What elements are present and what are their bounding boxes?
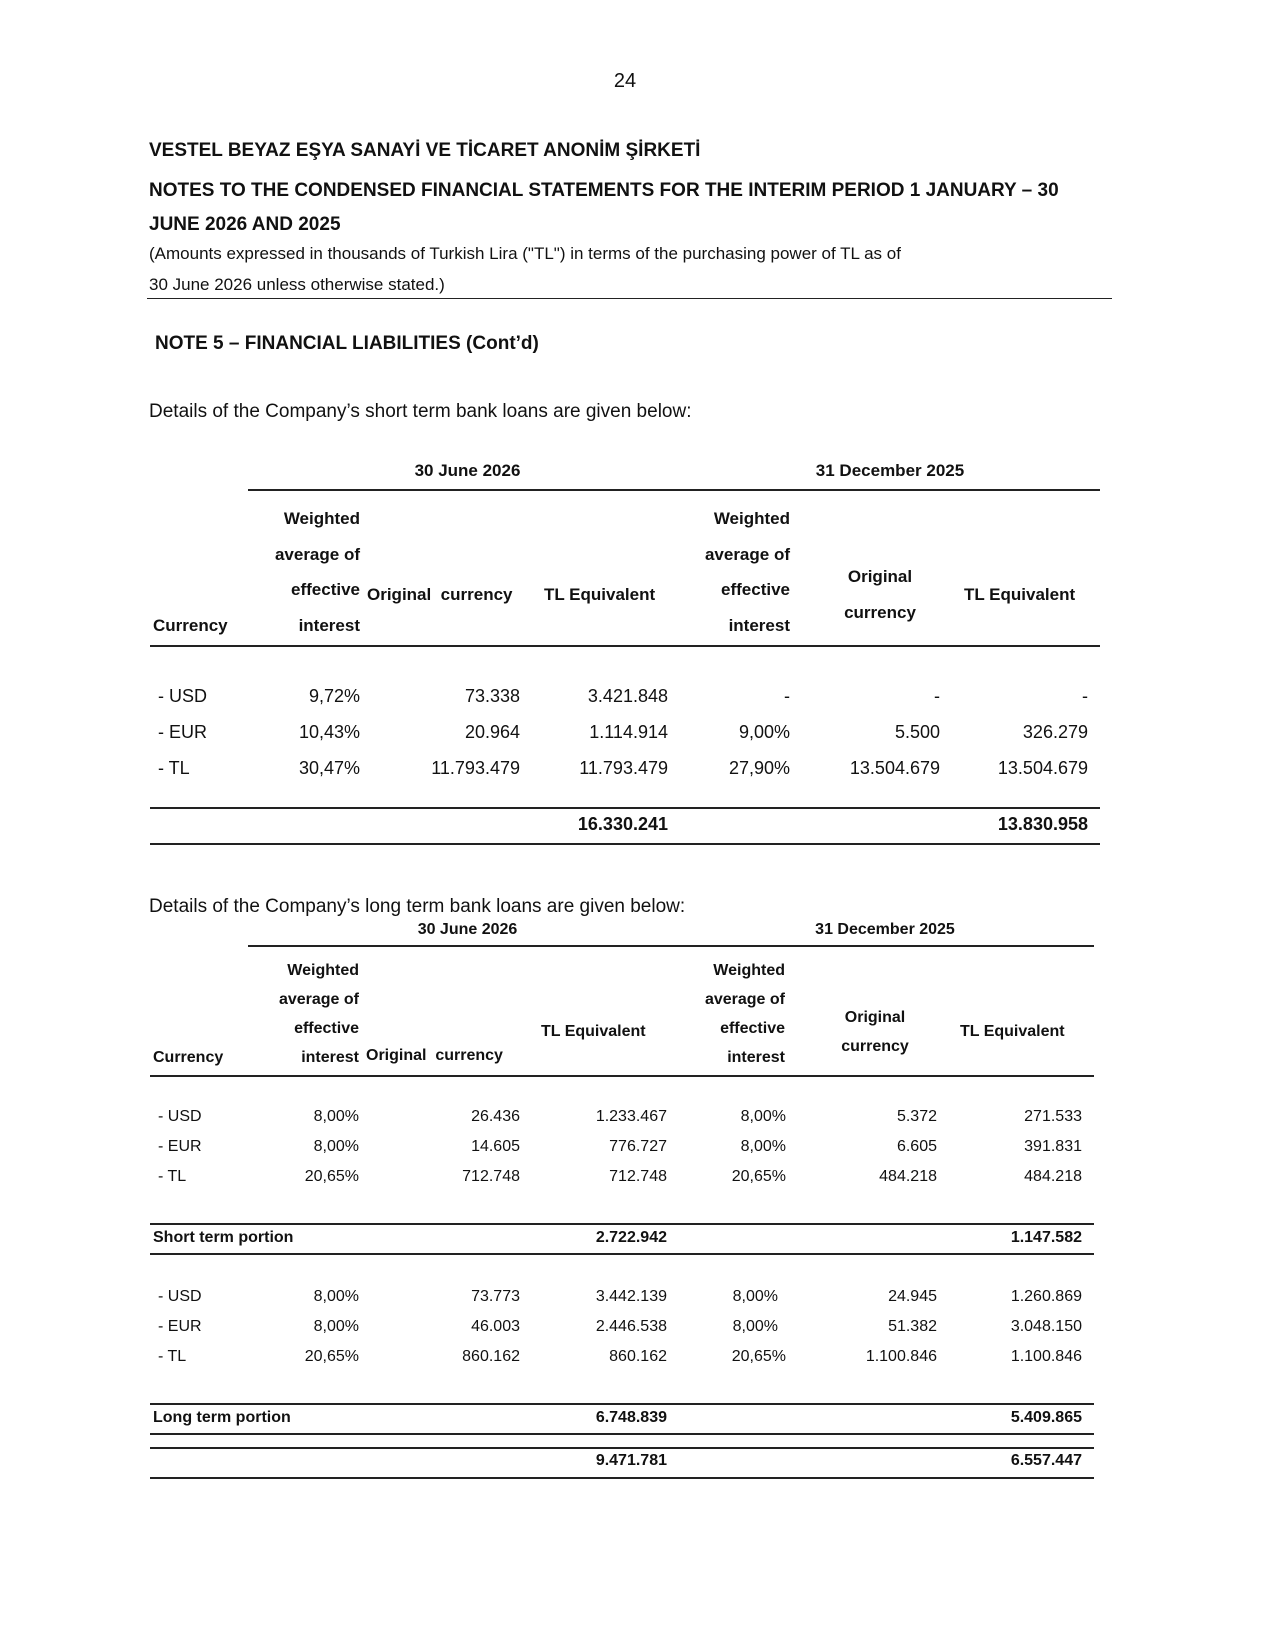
row-currency: - TL — [158, 1168, 187, 1185]
cell-rate-2025: 9,00% — [738, 722, 790, 742]
cell-original-2025: 51.382 — [888, 1318, 937, 1335]
cell-original-2025: 6.605 — [896, 1138, 937, 1155]
header-effective-2025: effective — [720, 1020, 785, 1037]
header-average-2025: average of — [704, 545, 790, 564]
total-tl-2026: 16.330.241 — [577, 814, 668, 834]
company-name: VESTEL BEYAZ EŞYA SANAYİ VE TİCARET ANONİM ŞİRKETİ — [149, 140, 701, 161]
header-weighted-2025: Weighted — [713, 509, 790, 528]
period-header-2025: 31 December 2025 — [815, 461, 965, 480]
cell-rate-2026: 8,00% — [313, 1138, 359, 1155]
header-effective-2025: effective — [721, 580, 790, 599]
header-interest-2025: interest — [727, 1049, 785, 1066]
cell-original-2026: 73.338 — [464, 686, 520, 706]
cell-tl-2025: 1.260.869 — [1010, 1288, 1082, 1305]
short-term-portion-label: Short term portion — [153, 1229, 294, 1246]
header-underline — [150, 1075, 1094, 1077]
cell-rate-2025: 27,90% — [728, 758, 790, 778]
cell-original-2025: 1.100.846 — [865, 1348, 937, 1365]
header-interest-2026: interest — [301, 1049, 359, 1066]
period-underline — [248, 945, 1094, 947]
cell-original-2026: 860.162 — [462, 1348, 520, 1365]
cell-original-2026: 20.964 — [464, 722, 520, 742]
cell-rate-2026: 30,47% — [298, 758, 360, 778]
cell-tl-2025: 484.218 — [1024, 1168, 1082, 1185]
cell-tl-2025: 326.279 — [1022, 722, 1088, 742]
header-tl-equivalent-2026: TL Equivalent — [544, 585, 656, 604]
header-weighted-2026: Weighted — [287, 962, 359, 979]
total-bottom-rule — [150, 843, 1100, 845]
header-original-2025: Original — [847, 567, 913, 586]
header-weighted-2025: Weighted — [713, 962, 785, 979]
short-portion-top-rule — [150, 1223, 1094, 1225]
row-currency: - TL — [158, 1348, 187, 1365]
cell-rate-2025: 8,00% — [732, 1288, 778, 1305]
header-tl-equivalent-2025: TL Equivalent — [960, 1023, 1065, 1040]
header-average-2026: average of — [274, 545, 360, 564]
notes-title: NOTES TO THE CONDENSED FINANCIAL STATEMENTS FOR THE INTERIM PERIOD 1 JANUARY – 30 JUNE 2026 AND 2025 — [149, 180, 1059, 235]
row-currency: - EUR — [158, 722, 207, 742]
header-weighted-2026: Weighted — [283, 509, 360, 528]
cell-original-2026: 73.773 — [471, 1288, 520, 1305]
row-currency: - EUR — [158, 1318, 202, 1335]
cell-tl-2025: - — [1082, 686, 1088, 706]
cell-tl-2026: 776.727 — [609, 1138, 667, 1155]
page-number: 24 — [613, 70, 637, 92]
cell-rate-2025: 20,65% — [731, 1168, 786, 1185]
cell-original-2025: 5.372 — [896, 1108, 937, 1125]
header-average-2025: average of — [704, 991, 785, 1008]
long-term-portion-label: Long term portion — [153, 1409, 291, 1426]
cell-original-2026: 14.605 — [471, 1138, 520, 1155]
header-interest-2026: interest — [298, 616, 360, 635]
cell-tl-2025: 1.100.846 — [1010, 1348, 1082, 1365]
cell-rate-2026: 10,43% — [298, 722, 360, 742]
cell-tl-2026: 11.793.479 — [579, 758, 668, 778]
cell-tl-2026: 3.421.848 — [587, 686, 668, 706]
period-header-2025: 31 December 2025 — [815, 921, 955, 938]
header-underline — [150, 645, 1100, 647]
cell-rate-2026: 8,00% — [313, 1318, 359, 1335]
cell-original-2026: 11.793.479 — [431, 758, 520, 778]
cell-original-2025: - — [934, 686, 940, 706]
total-tl-2025: 13.830.958 — [997, 814, 1088, 834]
cell-tl-2026: 2.446.538 — [595, 1318, 667, 1335]
cell-rate-2026: 8,00% — [313, 1108, 359, 1125]
amounts-note-line-1: (Amounts expressed in thousands of Turkish Lira ("TL") in terms of the purchasing power of TL as of — [149, 244, 901, 263]
cell-rate-2025: 8,00% — [740, 1108, 786, 1125]
grand-total-bottom-rule — [150, 1477, 1094, 1479]
cell-tl-2025: 271.533 — [1024, 1108, 1082, 1125]
row-currency: - USD — [158, 1108, 202, 1125]
short-term-intro: Details of the Company’s short term bank loans are given below: — [149, 401, 692, 422]
header-original-currency-2026: Original currency — [367, 585, 513, 604]
cell-tl-2025: 391.831 — [1024, 1138, 1082, 1155]
column-header-currency: Currency — [153, 1049, 224, 1066]
cell-rate-2026: 9,72% — [308, 686, 360, 706]
total-top-rule — [150, 807, 1100, 809]
column-header-currency: Currency — [153, 616, 228, 635]
grand-total-2025: 6.557.447 — [1010, 1452, 1082, 1469]
cell-tl-2026: 1.114.914 — [589, 722, 668, 742]
cell-rate-2026: 20,65% — [304, 1168, 359, 1185]
cell-original-2025: 484.218 — [879, 1168, 937, 1185]
header-currency-2025: currency — [841, 1038, 909, 1055]
row-currency: - USD — [158, 1288, 202, 1305]
header-effective-2026: effective — [291, 580, 360, 599]
short-portion-bottom-rule — [150, 1253, 1094, 1255]
cell-tl-2026: 712.748 — [609, 1168, 667, 1185]
header-tl-equivalent-2026: TL Equivalent — [541, 1023, 646, 1040]
cell-tl-2026: 1.233.467 — [595, 1108, 667, 1125]
header-original-2025: Original — [844, 1009, 906, 1026]
period-underline — [248, 489, 1100, 491]
period-header-2026: 30 June 2026 — [417, 921, 518, 938]
cell-tl-2025: 13.504.679 — [997, 758, 1088, 778]
cell-original-2025: 24.945 — [888, 1288, 937, 1305]
header-original-currency-2026: Original currency — [366, 1047, 503, 1064]
amounts-note — [149, 238, 1049, 300]
header-interest-2025: interest — [728, 616, 790, 635]
cell-original-2026: 712.748 — [462, 1168, 520, 1185]
long-term-portion-2025: 5.409.865 — [1010, 1409, 1082, 1426]
cell-tl-2026: 860.162 — [609, 1348, 667, 1365]
header-divider — [147, 298, 1112, 299]
header-tl-equivalent-2025: TL Equivalent — [964, 585, 1076, 604]
cell-rate-2025: 8,00% — [740, 1138, 786, 1155]
long-term-intro: Details of the Company’s long term bank loans are given below: — [149, 896, 686, 917]
grand-total-2026: 9.471.781 — [595, 1452, 667, 1469]
short-term-portion-2025: 1.147.582 — [1010, 1229, 1082, 1246]
cell-rate-2026: 8,00% — [313, 1288, 359, 1305]
cell-original-2026: 26.436 — [471, 1108, 520, 1125]
short-term-portion-2026: 2.722.942 — [595, 1229, 667, 1246]
cell-rate-2025: 8,00% — [732, 1318, 778, 1335]
cell-rate-2026: 20,65% — [304, 1348, 359, 1365]
note-heading: NOTE 5 – FINANCIAL LIABILITIES (Cont’d) — [155, 333, 539, 354]
cell-original-2025: 5.500 — [894, 722, 940, 742]
cell-tl-2025: 3.048.150 — [1010, 1318, 1082, 1335]
long-portion-bottom-rule — [150, 1433, 1094, 1435]
cell-rate-2025: - — [784, 686, 790, 706]
header-effective-2026: effective — [294, 1020, 359, 1037]
grand-total-top-rule — [150, 1447, 1094, 1449]
row-currency: - USD — [158, 686, 207, 706]
period-header-2026: 30 June 2026 — [414, 461, 521, 480]
cell-rate-2025: 20,65% — [731, 1348, 786, 1365]
long-term-portion-2026: 6.748.839 — [595, 1409, 667, 1426]
amounts-note-line-2: 30 June 2026 unless otherwise stated.) — [149, 275, 445, 294]
long-portion-top-rule — [150, 1403, 1094, 1405]
row-currency: - EUR — [158, 1138, 202, 1155]
header-average-2026: average of — [278, 991, 359, 1008]
header-currency-2025: currency — [844, 603, 916, 622]
cell-tl-2026: 3.442.139 — [595, 1288, 667, 1305]
cell-original-2025: 13.504.679 — [849, 758, 940, 778]
cell-original-2026: 46.003 — [471, 1318, 520, 1335]
row-currency: - TL — [158, 758, 190, 778]
